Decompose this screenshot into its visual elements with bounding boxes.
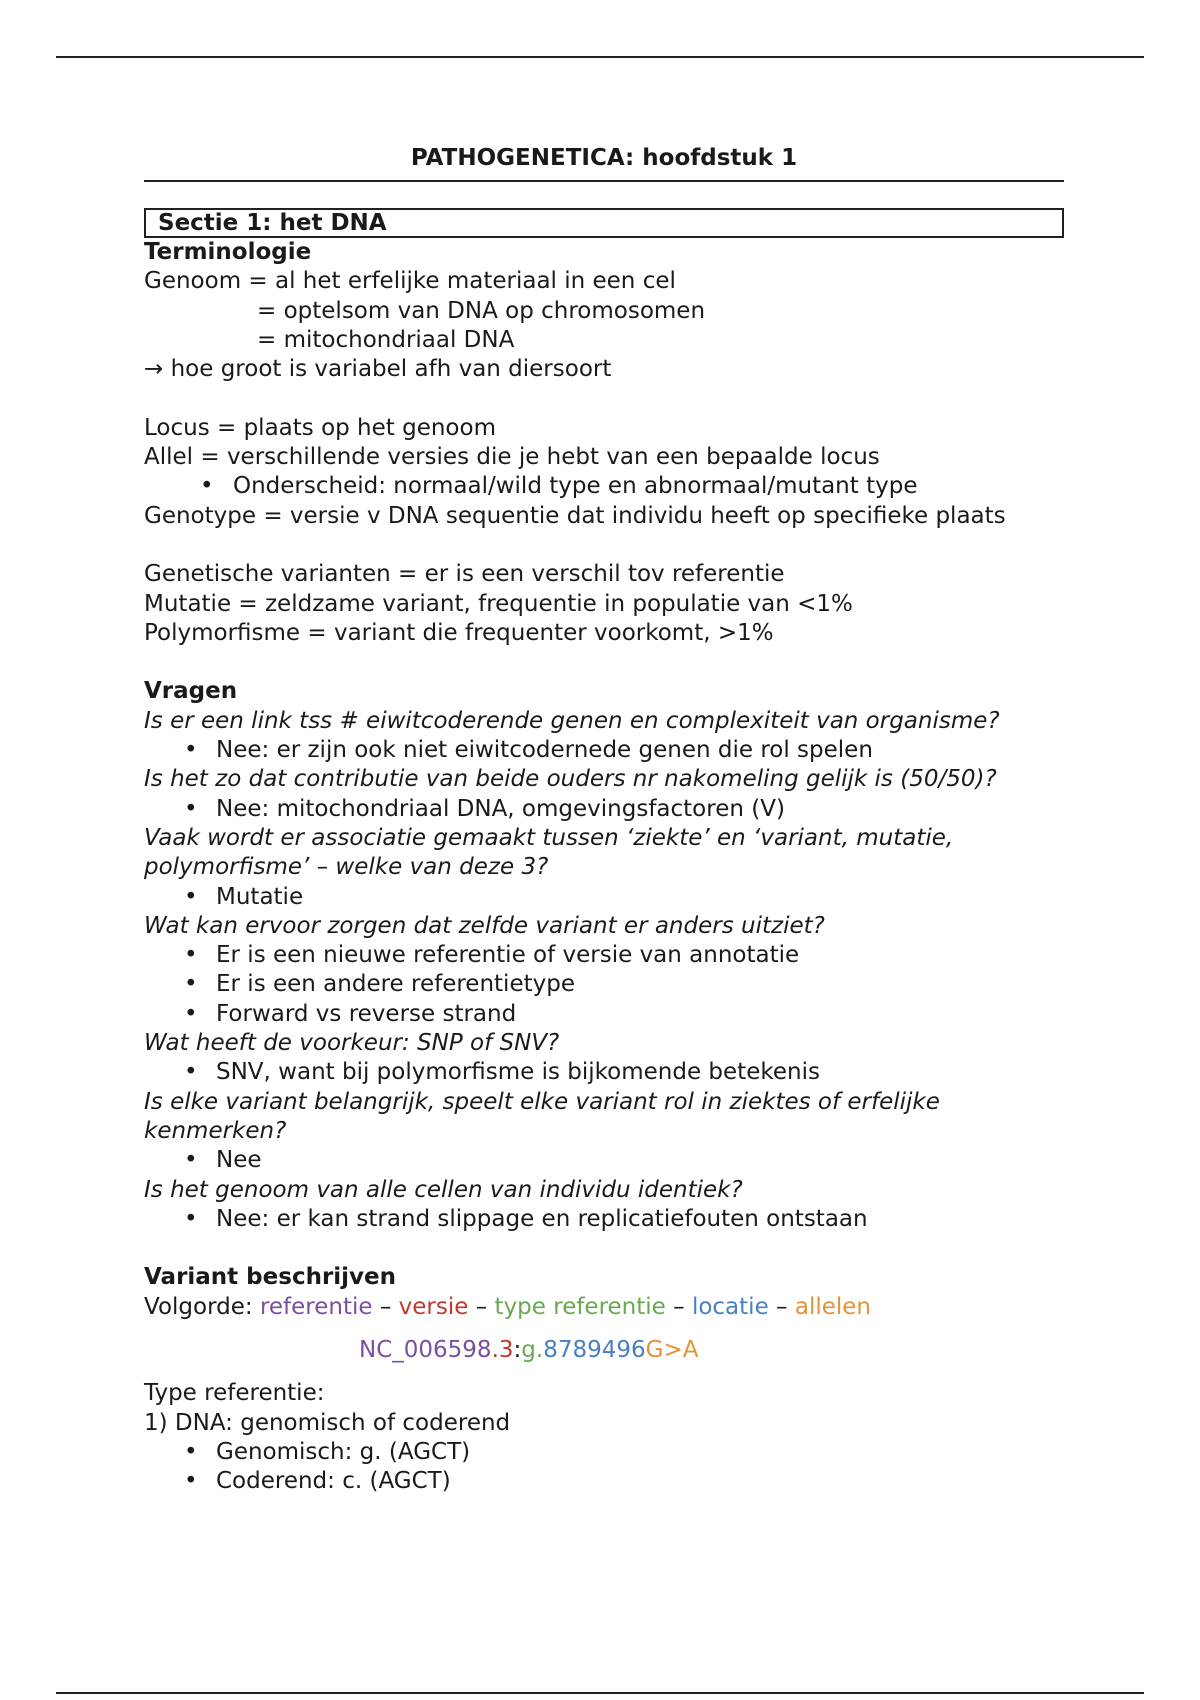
question-6-line-1: Is elke variant belangrijk, speelt elke variant rol in ziektes of erfelijke bbox=[144, 1088, 940, 1115]
answer-4-1: • Er is een nieuwe referentie of versie van annotatie bbox=[144, 941, 1064, 970]
terminologie-heading: Terminologie bbox=[144, 239, 312, 265]
answer-2: • Nee: mitochondriaal DNA, omgevingsfactoren (V) bbox=[144, 795, 1064, 824]
section-header: Sectie 1: het DNA bbox=[144, 208, 1064, 238]
volgorde-label: Volgorde: bbox=[144, 1293, 260, 1320]
document-body bbox=[144, 140, 1064, 1496]
def-genoom-note: → hoe groot is variabel afh van diersoort bbox=[144, 356, 612, 383]
answer-7: • Nee: er kan strand slippage en replicatiefouten ontstaan bbox=[144, 1205, 1064, 1234]
answer-1: • Nee: er zijn ook niet eiwitcodernede genen die rol spelen bbox=[144, 736, 1064, 765]
question-3-line-1: Vaak wordt er associatie gemaakt tussen ‘ziekte’ en ‘variant, mutatie, bbox=[144, 824, 954, 851]
def-mutatie: Mutatie = zeldzame variant, frequentie in populatie van <1% bbox=[144, 590, 853, 617]
spacer bbox=[144, 1234, 1064, 1263]
volgorde-versie: versie bbox=[398, 1293, 469, 1320]
def-genoom-3: = mitochondriaal DNA bbox=[257, 326, 515, 353]
dash: – bbox=[665, 1293, 692, 1320]
question-2: Is het zo dat contributie van beide ouders nr nakomeling gelijk is (50/50)? bbox=[144, 766, 997, 793]
def-allel: Allel = verschillende versies die je hebt van een bepaalde locus bbox=[144, 444, 880, 471]
def-varianten: Genetische varianten = er is een verschil tov referentie bbox=[144, 561, 785, 588]
answer-5: • SNV, want bij polymorfisme is bijkomende betekenis bbox=[144, 1058, 1064, 1087]
variant-example bbox=[144, 1336, 1064, 1365]
dash: – bbox=[468, 1293, 495, 1320]
page-title: PATHOGENETICA: hoofdstuk 1 bbox=[144, 140, 1064, 182]
question-6-line-2: kenmerken? bbox=[144, 1117, 287, 1144]
dash: – bbox=[372, 1293, 399, 1320]
volgorde-type-referentie: type referentie bbox=[494, 1293, 666, 1320]
volgorde-locatie: locatie bbox=[691, 1293, 769, 1320]
spacer bbox=[144, 648, 1064, 677]
answer-3: • Mutatie bbox=[144, 883, 1064, 912]
vragen-heading: Vragen bbox=[144, 678, 238, 705]
answer-4-3: • Forward vs reverse strand bbox=[144, 1000, 1064, 1029]
page-bottom-rule bbox=[56, 1692, 1144, 1694]
def-polymorfisme: Polymorfisme = variant die frequenter voorkomt, >1% bbox=[144, 619, 774, 646]
question-3-line-2: polymorfisme’ – welke van deze 3? bbox=[144, 854, 549, 881]
example-locatie: 8789496 bbox=[543, 1336, 646, 1363]
answer-4-2: • Er is een andere referentietype bbox=[144, 970, 1064, 999]
example-ref: NC_006598 bbox=[359, 1336, 492, 1363]
allel-bullet: • Onderscheid: normaal/wild type en abnormaal/mutant type bbox=[144, 472, 1064, 501]
page-top-rule bbox=[56, 56, 1144, 58]
example-allelen: G>A bbox=[645, 1336, 699, 1363]
dash: – bbox=[768, 1293, 795, 1320]
answer-6: • Nee bbox=[144, 1146, 1064, 1175]
volgorde-allelen: allelen bbox=[794, 1293, 871, 1320]
question-5: Wat heeft de voorkeur: SNP of SNV? bbox=[144, 1030, 560, 1057]
volgorde-line bbox=[144, 1293, 1064, 1322]
genomisch-bullet: • Genomisch: g. (AGCT) bbox=[144, 1438, 1064, 1467]
example-type: g. bbox=[521, 1336, 544, 1363]
example-versie: .3 bbox=[491, 1336, 514, 1363]
variant-heading: Variant beschrijven bbox=[144, 1264, 397, 1291]
volgorde-referentie: referentie bbox=[259, 1293, 373, 1320]
question-1: Is er een link tss # eiwitcoderende genen en complexiteit van organisme? bbox=[144, 707, 1000, 734]
def-genotype: Genotype = versie v DNA sequentie dat individu heeft op specifieke plaats bbox=[144, 502, 1006, 529]
spacer bbox=[144, 531, 1064, 560]
coderend-bullet: • Coderend: c. (AGCT) bbox=[144, 1467, 1064, 1496]
question-7: Is het genoom van alle cellen van individu identiek? bbox=[144, 1176, 743, 1203]
dna-line: 1) DNA: genomisch of coderend bbox=[144, 1409, 511, 1436]
question-4: Wat kan ervoor zorgen dat zelfde variant er anders uitziet? bbox=[144, 912, 825, 939]
type-referentie-heading: Type referentie: bbox=[144, 1380, 325, 1407]
def-locus: Locus = plaats op het genoom bbox=[144, 414, 496, 441]
example-colon: : bbox=[513, 1336, 522, 1363]
def-genoom: Genoom = al het erfelijke materiaal in een cel bbox=[144, 268, 676, 295]
spacer bbox=[144, 384, 1064, 413]
def-genoom-2: = optelsom van DNA op chromosomen bbox=[257, 297, 706, 324]
